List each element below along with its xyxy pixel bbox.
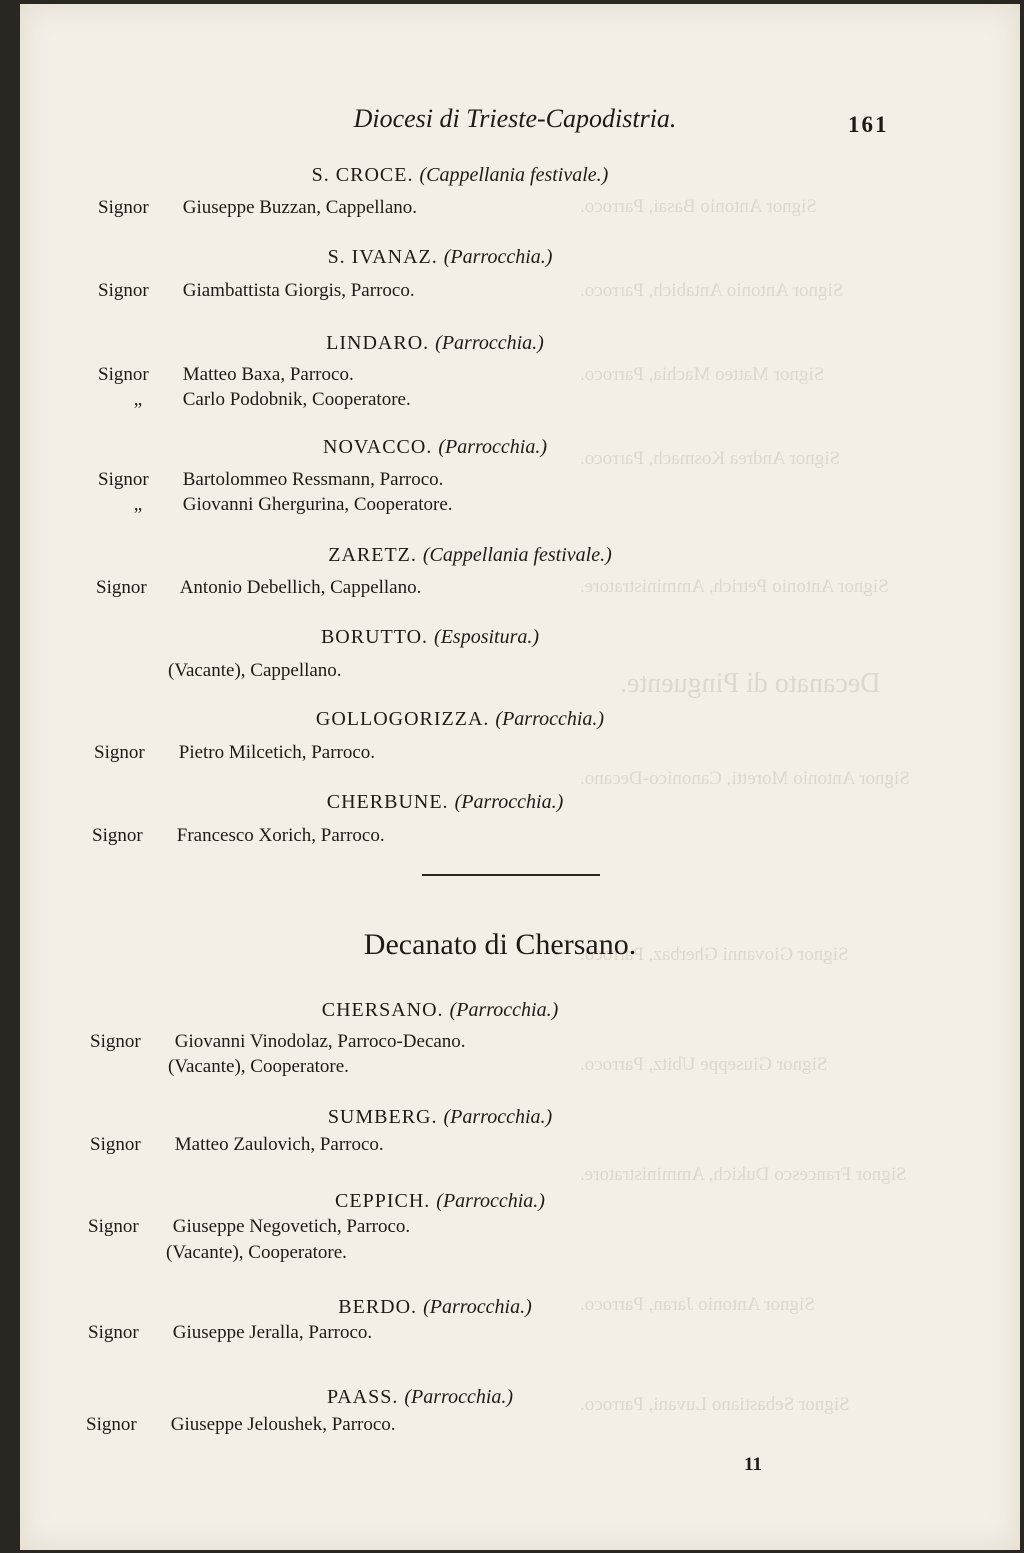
parish-name: LINDARO. (326, 332, 430, 354)
section-title: Decanato di Chersano. (363, 928, 637, 961)
parish-name: SUMBERG. (327, 1106, 438, 1128)
page (20, 4, 1020, 1550)
bleed-through-text: Signor Francesco Dukich, Amministratore. (580, 1164, 907, 1185)
parish-type: (Parrocchia.) (404, 1386, 514, 1408)
entry-prefix: Signor (98, 469, 149, 490)
entry-prefix: Signor (98, 280, 149, 301)
clergy-entry (168, 660, 342, 682)
signature-mark: 11 (744, 1454, 762, 1475)
parish-name: BERDO. (338, 1296, 418, 1318)
parish-type: (Espositura.) (434, 626, 540, 648)
parish-type: (Parrocchia.) (438, 436, 547, 458)
parish-heading (200, 626, 660, 649)
entry-text: Giuseppe Jeralla, Parroco. (172, 1322, 373, 1343)
entry-text: Matteo Baxa, Parroco. (182, 364, 354, 385)
parish-type: (Cappellania festivale.) (419, 164, 609, 186)
entry-text: Carlo Podobnik, Cooperatore. (182, 389, 411, 410)
parish-type: (Parrocchia.) (449, 999, 559, 1021)
parish-type: (Parrocchia.) (443, 246, 553, 268)
entry-prefix: Signor (96, 577, 147, 598)
page-number: 161 (848, 112, 889, 137)
clergy-entry (88, 1322, 372, 1344)
entry-text: Giuseppe Buzzan, Cappellano. (182, 197, 418, 218)
parish-name: GOLLOGORIZZA. (315, 708, 490, 730)
entry-prefix: Signor (98, 197, 149, 218)
parish-name: CHERSANO. (321, 999, 444, 1021)
parish-heading (200, 1386, 640, 1409)
parish-name: CHERBUNE. (326, 791, 449, 813)
parish-heading (200, 1106, 680, 1129)
parish-heading (200, 544, 740, 567)
parish-heading (200, 708, 720, 731)
clergy-entry (90, 1134, 384, 1156)
section-divider (422, 874, 600, 876)
entry-prefix: Signor (88, 1216, 139, 1237)
parish-type: (Parrocchia.) (435, 332, 544, 354)
entry-text: Pietro Milcetich, Parroco. (178, 742, 376, 763)
parish-type: (Parrocchia.) (423, 1296, 532, 1318)
entry-prefix: Signor (86, 1414, 137, 1435)
parish-heading (200, 1190, 680, 1213)
parish-name: NOVACCO. (323, 436, 433, 458)
parish-heading (200, 999, 680, 1022)
entry-prefix: Signor (98, 364, 149, 385)
parish-type: (Parrocchia.) (443, 1106, 553, 1128)
entry-text: Bartolommeo Ressmann, Parroco. (182, 469, 444, 490)
clergy-entry (168, 1056, 349, 1078)
bleed-through-text: Signor Antonio Moretti, Canonico-Decano. (580, 768, 910, 789)
entry-prefix: „ (133, 494, 143, 515)
bleed-through-text: Signor Giuseppe Ubitz, Parroco. (580, 1054, 828, 1075)
parish-name: S. IVANAZ. (327, 246, 438, 268)
clergy-entry (98, 469, 443, 491)
parish-name: CEPPICH. (335, 1190, 431, 1212)
clergy-entry (98, 364, 354, 386)
entry-text: (Vacante), Cooperatore. (166, 1242, 347, 1263)
entry-text: Giovanni Ghergurina, Cooperatore. (182, 494, 453, 515)
clergy-entry (88, 1216, 410, 1238)
bleed-through-text: Signor Matteo Machia, Parroco. (580, 364, 825, 385)
bleed-through-text: Signor Antonio Basai, Parroco. (580, 196, 817, 217)
entry-prefix: Signor (94, 742, 145, 763)
clergy-entry (92, 825, 385, 847)
parish-heading (200, 246, 680, 269)
bleed-through-text: Decanato di Pinguente. (620, 668, 881, 699)
entry-prefix: Signor (88, 1322, 139, 1343)
entry-prefix: „ (133, 389, 143, 410)
entry-text: Matteo Zaulovich, Parroco. (174, 1134, 384, 1155)
clergy-entry (98, 494, 453, 516)
clergy-entry (166, 1242, 347, 1264)
bleed-through-text: Signor Giovanni Gherbaz, Parroco. (580, 944, 849, 965)
bleed-through-text: Signor Antonio Antabich, Parroco. (580, 280, 844, 301)
clergy-entry (98, 197, 417, 219)
bleed-through-text: Signor Antonio Petrich, Amministratore. (580, 576, 889, 597)
parish-type: (Parrocchia.) (436, 1190, 545, 1212)
entry-text: (Vacante), Cooperatore. (168, 1056, 349, 1077)
entry-text: Giuseppe Jeloushek, Parroco. (170, 1414, 396, 1435)
parish-name: BORUTTO. (320, 626, 429, 648)
parish-type: (Parrocchia.) (454, 791, 564, 813)
parish-heading (200, 436, 670, 459)
parish-name: ZARETZ. (328, 544, 417, 566)
entry-text: Giuseppe Negovetich, Parroco. (172, 1216, 411, 1237)
parish-heading (200, 1296, 670, 1319)
parish-type: (Parrocchia.) (495, 708, 605, 730)
clergy-entry (98, 389, 411, 411)
parish-heading (200, 791, 690, 814)
bleed-through-text: Signor Sebastiano Luvani, Parroco. (580, 1394, 850, 1415)
entry-prefix: Signor (92, 825, 143, 846)
parish-type: (Cappellania festivale.) (422, 544, 612, 566)
clergy-entry (98, 280, 415, 302)
entry-text: Antonio Debellich, Cappellano. (179, 577, 422, 598)
bleed-through-text: Signor Andrea Kosmach, Parroco. (580, 448, 841, 469)
parish-name: S. CROCE. (311, 164, 414, 186)
clergy-entry (90, 1031, 466, 1053)
entry-prefix: Signor (90, 1031, 141, 1052)
entry-text: Francesco Xorich, Parroco. (176, 825, 385, 846)
bleed-through-text: Signor Antonio Jaran, Parroco. (580, 1294, 815, 1315)
clergy-entry (96, 577, 421, 599)
parish-heading (200, 164, 720, 187)
entry-text: (Vacante), Cappellano. (168, 660, 342, 681)
parish-heading (200, 332, 670, 355)
page-header-title: Diocesi di Trieste-Capodistria. (353, 104, 677, 133)
clergy-entry (94, 742, 375, 764)
entry-text: Giambattista Giorgis, Parroco. (182, 280, 415, 301)
entry-text: Giovanni Vinodolaz, Parroco-Decano. (174, 1031, 466, 1052)
parish-name: PAASS. (326, 1386, 399, 1408)
entry-prefix: Signor (90, 1134, 141, 1155)
clergy-entry (86, 1414, 396, 1436)
